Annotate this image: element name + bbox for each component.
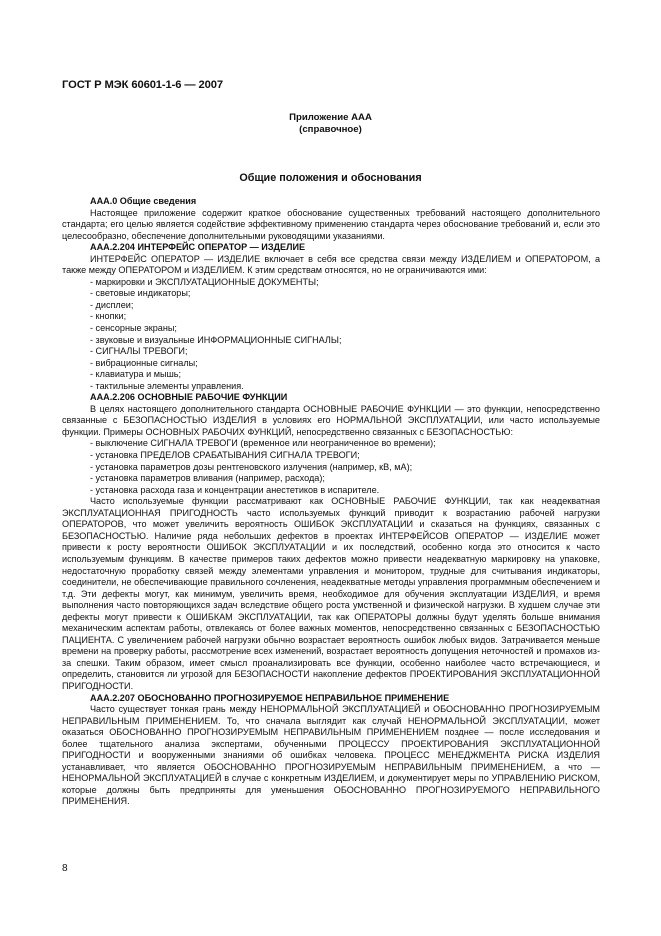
list-item: - маркировки и ЭКСПЛУАТАЦИОННЫЕ ДОКУМЕНТЫ; [90,276,319,287]
page-number: 8 [62,863,68,874]
section-heading-aaa2204: ААА.2.204 ИНТЕРФЕЙС ОПЕРАТОР — ИЗДЕЛИЕ [90,242,306,253]
section-heading-aaa2206: ААА.2.206 ОСНОВНЫЕ РАБОЧИЕ ФУНКЦИИ [90,392,288,403]
standard-header: ГОСТ Р МЭК 60601-1-6 — 2007 [62,79,224,91]
paragraph: Часто используемые функции рассматривают как ОСНОВНЫЕ РАБОЧИЕ ФУНКЦИИ, так как неадекватная ЭКСПЛУАТАЦИОННАЯ ПРИГОДНОСТЬ часто используемых функций приводит к возрастанию рабочей нагрузки ОПЕРАТОРОВ, что может увеличить вероятность ОШИБОК ЭКСПЛУАТАЦИИ и сказаться на функциях, связанных с БЕЗОПАСНОСТЬЮ. Наличие ряда небольших дефектов в проектах ИНТЕРФЕЙСОВ ОПЕРАТОР — ИЗДЕЛИЕ может привести к росту вероятности ОШИБОК ЭКСПЛУАТАЦИИ и их последствий, особенно когда это относится к часто используемым функциям. В качестве примеров таких дефектов можно привести неадекватную маркировку на упаковке, недостаточную проработку связей между элементами управления и монитором, трудные для считывания индикаторы, соединители, не обеспечивающие правильного сочленения, неадекватные методы управления программным обеспечением и т.д. Эти дефекты могут, как минимум, увеличить время, необходимое для обучения эксплуатации ИЗДЕЛИЯ, и время выполнения часто повторяющихся задач вследствие общего роста умственной и физической нагрузки. В худшем случае эти дефекты могут привести к ОШИБКАМ ЭКСПЛУАТАЦИИ, так как ОПЕРАТОРЫ должны будут уделять больше внимания механическим аспектам работы, отвлекаясь от более важных моментов, непосредственно связанных с БЕЗОПАСНОСТЬЮ ПАЦИЕНТА. С увеличением рабочей нагрузки обычно возрастает вероятность ошибок любых видов. Затрачивается меньше времени на проверку работы, рассмотрение всех изменений, возрастает вероятность допущения неточностей и промахов из-за спешки. Таким образом, имеет смысл проанализировать все функции, особенно наиболее часто встречающиеся, и определить, становится ли угрозой для БЕЗОПАСНОСТИ накопление дефектов ПРОЕКТИРОВАНИЯ ЭКСПЛУАТАЦИОННОЙ ПРИГОДНОСТИ. [62,496,600,691]
list-item: - дисплеи; [90,299,134,310]
list-item: - клавиатура и мышь; [90,369,182,380]
list-item: - кнопки; [90,311,127,322]
list-item: - установка ПРЕДЕЛОВ СРАБАТЫВАНИЯ СИГНАЛА ТРЕВОГИ; [90,450,360,461]
list-item: - сенсорные экраны; [90,323,177,334]
list-item: - вибрационные сигналы; [90,357,198,368]
list-item: - световые индикаторы; [90,288,191,299]
paragraph: Настоящее приложение содержит краткое обоснование существенных требований настоящего дополнительного стандарта; его целью является содействие эффективному применению стандарта через обоснование требований и, если это целесообразно, обеспечение дополнительными руководящими указаниями. [62,207,600,241]
list-item: - выключение СИГНАЛА ТРЕВОГИ (временное или неограниченное во времени); [90,438,436,449]
list-item: - СИГНАЛЫ ТРЕВОГИ; [90,346,188,357]
list-item: - установка параметров вливания (например, расхода); [90,473,325,484]
appendix-title: Приложение ААА [289,112,372,123]
list-item: - звуковые и визуальные ИНФОРМАЦИОННЫЕ СИГНАЛЫ; [90,334,342,345]
document-title: Общие положения и обоснования [239,172,422,184]
paragraph: В целях настоящего дополнительного стандарта ОСНОВНЫЕ РАБОЧИЕ ФУНКЦИИ — это функции, непосредственно связанные с БЕЗОПАСНОСТЬЮ ИЗДЕЛИЯ в условиях его НОРМАЛЬНОЙ ЭКСПЛУАТАЦИИ, или часто используемые функции. Примеры ОСНОВНЫХ РАБОЧИХ ФУНКЦИЙ, непосредственно связанных с БЕЗОПАСНОСТЬЮ: [62,403,600,437]
list-item: - установка параметров дозы рентгеновского излучения (например, кВ, мА); [90,461,413,472]
list-item: - установка расхода газа и концентрации анестетиков в испарителе. [90,484,380,495]
paragraph: ИНТЕРФЕЙС ОПЕРАТОР — ИЗДЕЛИЕ включает в себя все средства связи между ИЗДЕЛИЕМ и ОПЕРАТОРОМ, а также между ОПЕРАТОРОМ и ИЗДЕЛИЕМ. К этим средствам относятся, но не ограничиваются ими: [62,253,600,276]
section-heading-aaa2207: ААА.2.207 ОБОСНОВАННО ПРОГНОЗИРУЕМОЕ НЕПРАВИЛЬНОЕ ПРИМЕНЕНИЕ [90,692,450,703]
document-body [62,196,600,808]
section-heading-aaa0: ААА.0 Общие сведения [90,196,197,206]
paragraph: Часто существует тонкая грань между НЕНОРМАЛЬНОЙ ЭКСПЛУАТАЦИЕЙ и ОБОСНОВАННО ПРОГНОЗИРУЕМЫМ НЕПРАВИЛЬНЫМ ПРИМЕНЕНИЕМ. То, что сначала выглядит как случай НЕНОРМАЛЬНОЙ ЭКСПЛУАТАЦИИ, может оказаться ОБОСНОВАННО ПРОГНОЗИРУЕМЫМ НЕПРАВИЛЬНЫМ ПРИМЕНЕНИЕМ позднее — после исследования и более тщательного анализа экспертами, обученными ПРОЦЕССУ ПРОЕКТИРОВАНИЯ ЭКСПЛУАТАЦИОННОЙ ПРИГОДНОСТИ и вооруженными знаниями об ошибках человека. ПРОЦЕСС МЕНЕДЖМЕНТА РИСКА ИЗДЕЛИЯ устанавливает, что является ОБОСНОВАННО ПРОГНОЗИРУЕМЫМ НЕПРАВИЛЬНЫМ ПРИМЕНЕНИЕМ, а что — НЕНОРМАЛЬНОЙ ЭКСПЛУАТАЦИЕЙ в случае с конкретным ИЗДЕЛИЕМ, и документирует меры по УПРАВЛЕНИЮ РИСКОМ, которые должны быть предприняты для уменьшения ОБОСНОВАННО ПРОГНОЗИРУЕМОГО НЕПРАВИЛЬНОГО ПРИМЕНЕНИЯ. [62,704,600,807]
list-item: - тактильные элементы управления. [90,380,244,391]
appendix-subtitle: (справочное) [299,124,362,135]
